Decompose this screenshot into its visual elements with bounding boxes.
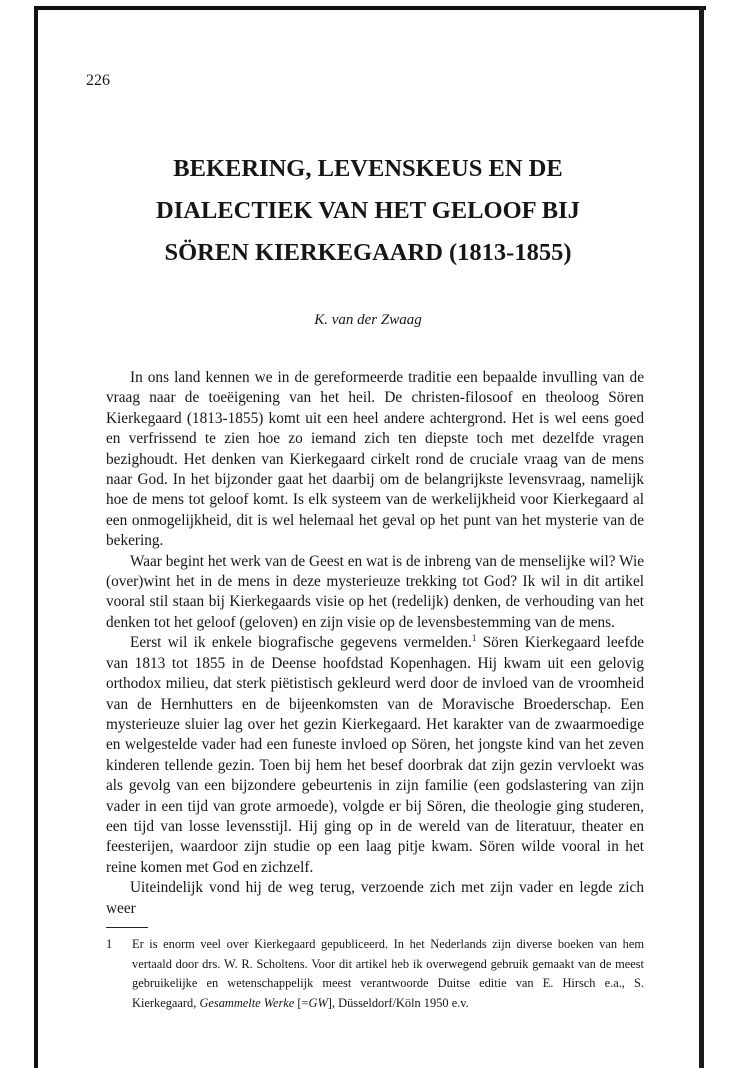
paragraph-1: In ons land kennen we in de gereformeerde traditie een bepaalde invulling van de vraag naar de toeëigening van het heil. De christen-filosoof en theoloog Sören Kierkegaard (1813-1855) komt uit een heel andere achtergrond. Het is wel eens goed en verfrissend te zien hoe zo iemand zich ten diepste toch met dezelfde vragen bezighoudt. Het denken van Kierkegaard cirkelt rond de cruciale vraag van de mens naar God. In het bijzonder gaat het daarbij om de belangrijkste levensvraag, namelijk hoe de mens tot geloof komt. Is elk systeem van de werkelijkheid voor Kierkegaard al een onmogelijkheid, dit is wel helemaal het geval op het punt van het mysterie van de bekering. [106, 369, 644, 550]
footnote-text [132, 935, 644, 1013]
footnote-reference: 1 [471, 633, 477, 644]
footnote-book-title: Gesammelte Werke [199, 995, 295, 1010]
footnote-number: 1 [106, 937, 113, 951]
page-number: 226 [86, 72, 110, 89]
paragraph-3-lead: Eerst wil ik enkele biografische gegevens vermelden. [130, 634, 472, 652]
title-line-1: BEKERING, LEVENSKEUS EN DE [173, 155, 563, 182]
title-line-3: SÖREN KIERKEGAARD (1813-1855) [164, 239, 572, 266]
article-body [106, 368, 644, 919]
scan-frame-left [34, 6, 38, 1068]
footnote-text-mid: [= [294, 995, 309, 1010]
paragraph-4: Uiteindelijk vond hij de weg terug, verzoende zich met zijn vader en legde zich weer [106, 879, 644, 917]
footnote-text-start: Er is enorm veel over Kierkegaard gepubliceerd. In het Nederlands zijn diverse boeken van hem vertaald door drs. W. R. Scholtens. Voor dit artikel heb ik overwegend gebruik gemaakt van de meest gebruikelijke en wetenschappelijk meest verantwoorde Duitse editie van E. Hirsch e.a., S. Kierkegaard, [132, 937, 644, 1010]
article-title [86, 148, 650, 274]
scan-frame-right [699, 6, 704, 1068]
scan-frame-top [34, 6, 706, 10]
footnote [106, 935, 644, 1013]
footnote-text-end: ], Düsseldorf/Köln 1950 e.v. [327, 995, 469, 1010]
paragraph-3-rest: Sören Kierkegaard leefde van 1813 tot 1855 in de Deense hoofdstad Kopenhagen. Hij kwam uit een gelovig orthodox milieu, dat sterk piëtistisch gekleurd werd door de invloed van de vroomheid van de Hernhutters en de bijeenkomsten van de Moravische Broederschap. Een mysterieuze sluier lag over het gezin Kierkegaard. Het karakter van de zwaarmoedige en welgestelde vader had een funeste invloed op Sören, het jongste kind van het zeven kinderen tellende gezin. Toen bij hem het besef doorbrak dat zijn gezin vervloekt was als gevolg van een bijzondere gebeurtenis in zijn familie (een godslastering van zijn vader in een tijd van grote armoede), volgde er bij Sören, die theologie ging studeren, een tijd van losse levensstijl. Hij ging op in de wereld van de literatuur, theater en feesterijen, waardoor zijn studie op een laag pitje kwam. Sören wilde vooral in het reine komen met God en zichzelf. [106, 634, 645, 876]
footnote-abbreviation: GW [308, 995, 328, 1010]
paragraph-2: Waar begint het werk van de Geest en wat is de inbreng van de menselijke wil? Wie (over)wint het in de mens in deze mysterieuze trekking tot God? Ik wil in dit artikel vooral stil staan bij Kierkegaards visie op het (redelijk) denken, de verhouding van het denken tot het geloof (geloven) en zijn visie op de levensbestemming van de mens. [106, 552, 644, 631]
paragraph-3 [106, 633, 644, 878]
footnote-divider [106, 927, 148, 928]
title-line-2: DIALECTIEK VAN HET GELOOF BIJ [156, 197, 580, 224]
article-author: K. van der Zwaag [314, 312, 422, 328]
